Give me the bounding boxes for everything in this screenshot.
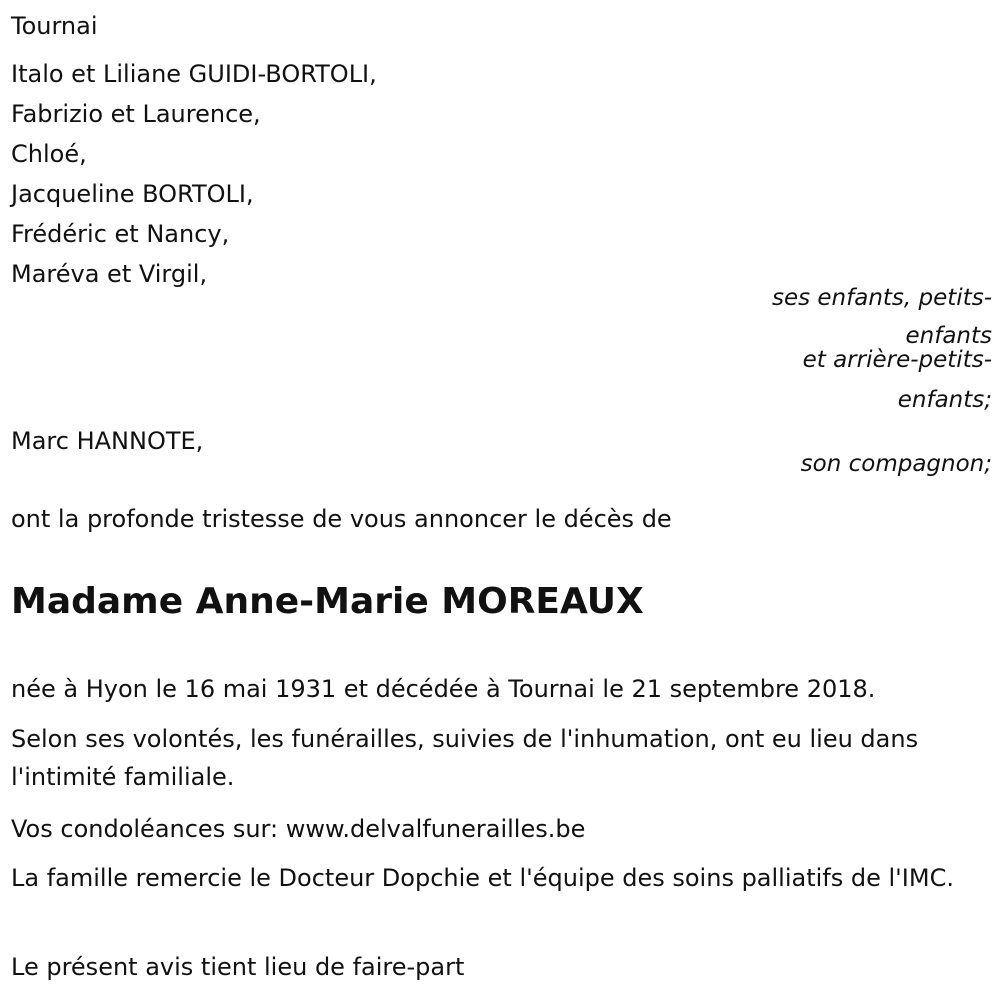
companion-name: Marc HANNOTE, xyxy=(11,427,204,455)
family-role-line: enfants xyxy=(905,323,992,349)
deceased-name: Madame Anne-Marie MOREAUX xyxy=(11,581,644,622)
location: Tournai xyxy=(11,12,98,40)
family-member: Chloé, xyxy=(11,140,87,168)
closing-text: Le présent avis tient lieu de faire-part xyxy=(11,953,465,981)
thanks-text: La famille remercie le Docteur Dopchie et l'équipe des soins palliatifs de l'IMC. xyxy=(11,864,954,892)
family-member: Frédéric et Nancy, xyxy=(11,220,230,248)
family-member: Jacqueline BORTOLI, xyxy=(11,180,254,208)
funeral-text: Selon ses volontés, les funérailles, suivies de l'inhumation, ont eu lieu dans l'intimité familiale. xyxy=(11,725,919,791)
family-member: Maréva et Virgil, xyxy=(11,260,208,288)
family-member: Fabrizio et Laurence, xyxy=(11,100,261,128)
family-role-line: enfants; xyxy=(897,387,992,413)
companion-role: son compagnon; xyxy=(800,451,992,477)
family-role-line: et arrière-petits- xyxy=(802,347,992,373)
condolences-text: Vos condoléances sur: www.delvalfunerailles.be xyxy=(11,815,586,843)
announcement: ont la profonde tristesse de vous annoncer le décès de xyxy=(11,505,672,533)
birth-death: née à Hyon le 16 mai 1931 et décédée à Tournai le 21 septembre 2018. xyxy=(11,675,876,703)
family-role-line: ses enfants, petits- xyxy=(771,285,992,311)
family-member: Italo et Liliane GUIDI-BORTOLI, xyxy=(11,60,377,88)
